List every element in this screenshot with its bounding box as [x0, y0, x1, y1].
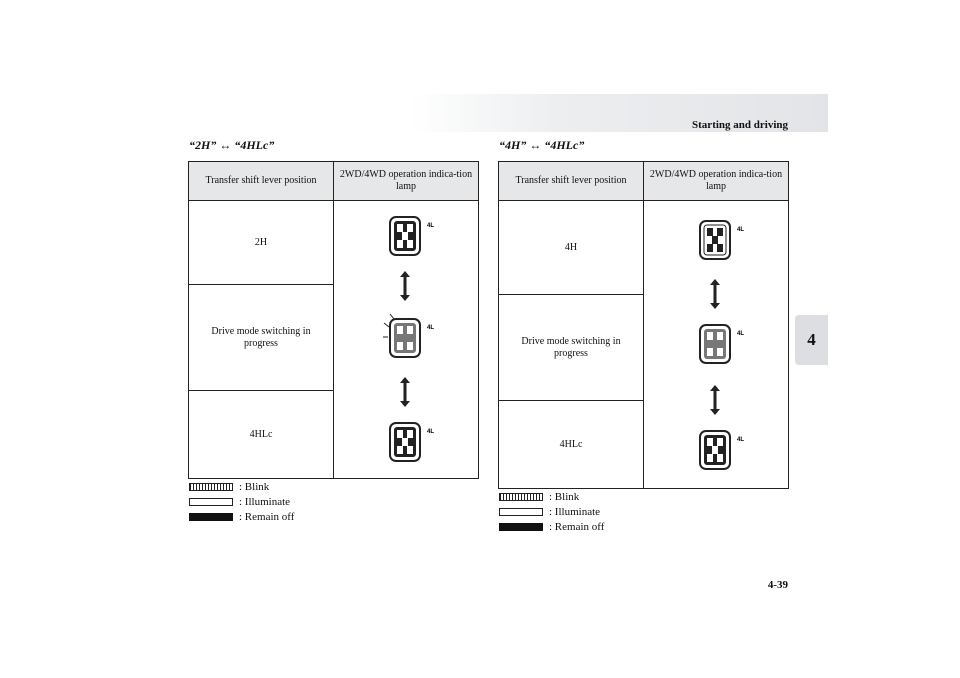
indicator-lamp-off: [700, 221, 730, 259]
legend-illuminate: : Illuminate: [239, 495, 291, 508]
legend-right: [499, 489, 604, 534]
indicator-lamp-illuminated: [700, 431, 730, 469]
remain-off-swatch: [189, 513, 233, 521]
page-header-title: Starting and driving: [692, 119, 788, 131]
blink-swatch: [189, 483, 233, 491]
legend-illuminate: : Illuminate: [549, 505, 601, 518]
lamp-4l-label: 4L: [737, 331, 745, 337]
operation-table-4h-4hlc: [498, 161, 789, 489]
legend-blink: : Blink: [549, 490, 580, 503]
illuminate-swatch: [499, 508, 543, 516]
page-number: 4-39: [767, 579, 788, 591]
double-arrow-icon: [400, 271, 410, 301]
double-arrow-icon: [710, 385, 720, 415]
lamp-sequence-diagram: [334, 201, 479, 477]
row-position-switching: Drive mode switching in progress: [189, 285, 334, 391]
double-arrow-icon: [710, 279, 720, 309]
row-position-4h: 4H: [499, 201, 644, 295]
indicator-lamp-illuminated: [390, 217, 420, 255]
row-position-4hlc: 4HLc: [499, 401, 644, 489]
col-header-lamp: 2WD/4WD operation indica-tion lamp: [644, 162, 789, 201]
col-header-lamp: 2WD/4WD operation indica-tion lamp: [334, 162, 479, 201]
lamp-column: [644, 201, 789, 489]
lamp-4l-label: 4L: [737, 437, 745, 443]
col-header-position: Transfer shift lever position: [499, 162, 644, 201]
legend-blink: : Blink: [239, 480, 270, 493]
section-title-4h-4hlc: “4H” ↔ “4HLc”: [499, 138, 585, 152]
legend-remain-off: : Remain off: [549, 520, 605, 533]
legend-left: [189, 479, 294, 524]
section-title-2h-4hlc: “2H” ↔ “4HLc”: [189, 138, 275, 152]
lamp-4l-label: 4L: [427, 325, 435, 331]
row-position-switching: Drive mode switching in progress: [499, 295, 644, 401]
row-position-4hlc: 4HLc: [189, 391, 334, 479]
lamp-sequence-diagram: [644, 201, 789, 487]
indicator-lamp-blinking: [700, 325, 730, 363]
remain-off-swatch: [499, 523, 543, 531]
illuminate-swatch: [189, 498, 233, 506]
operation-table-2h-4hlc: [188, 161, 479, 479]
col-header-position: Transfer shift lever position: [189, 162, 334, 201]
row-position-2h: 2H: [189, 201, 334, 285]
double-arrow-icon: [400, 377, 410, 407]
lamp-4l-label: 4L: [737, 227, 745, 233]
indicator-lamp-blinking: [383, 314, 420, 357]
legend-remain-off: : Remain off: [239, 510, 295, 523]
indicator-lamp-illuminated: [390, 423, 420, 461]
lamp-column: [334, 201, 479, 479]
blink-swatch: [499, 493, 543, 501]
lamp-4l-label: 4L: [427, 429, 435, 435]
chapter-tab[interactable]: 4: [795, 315, 828, 365]
lamp-4l-label: 4L: [427, 223, 435, 229]
